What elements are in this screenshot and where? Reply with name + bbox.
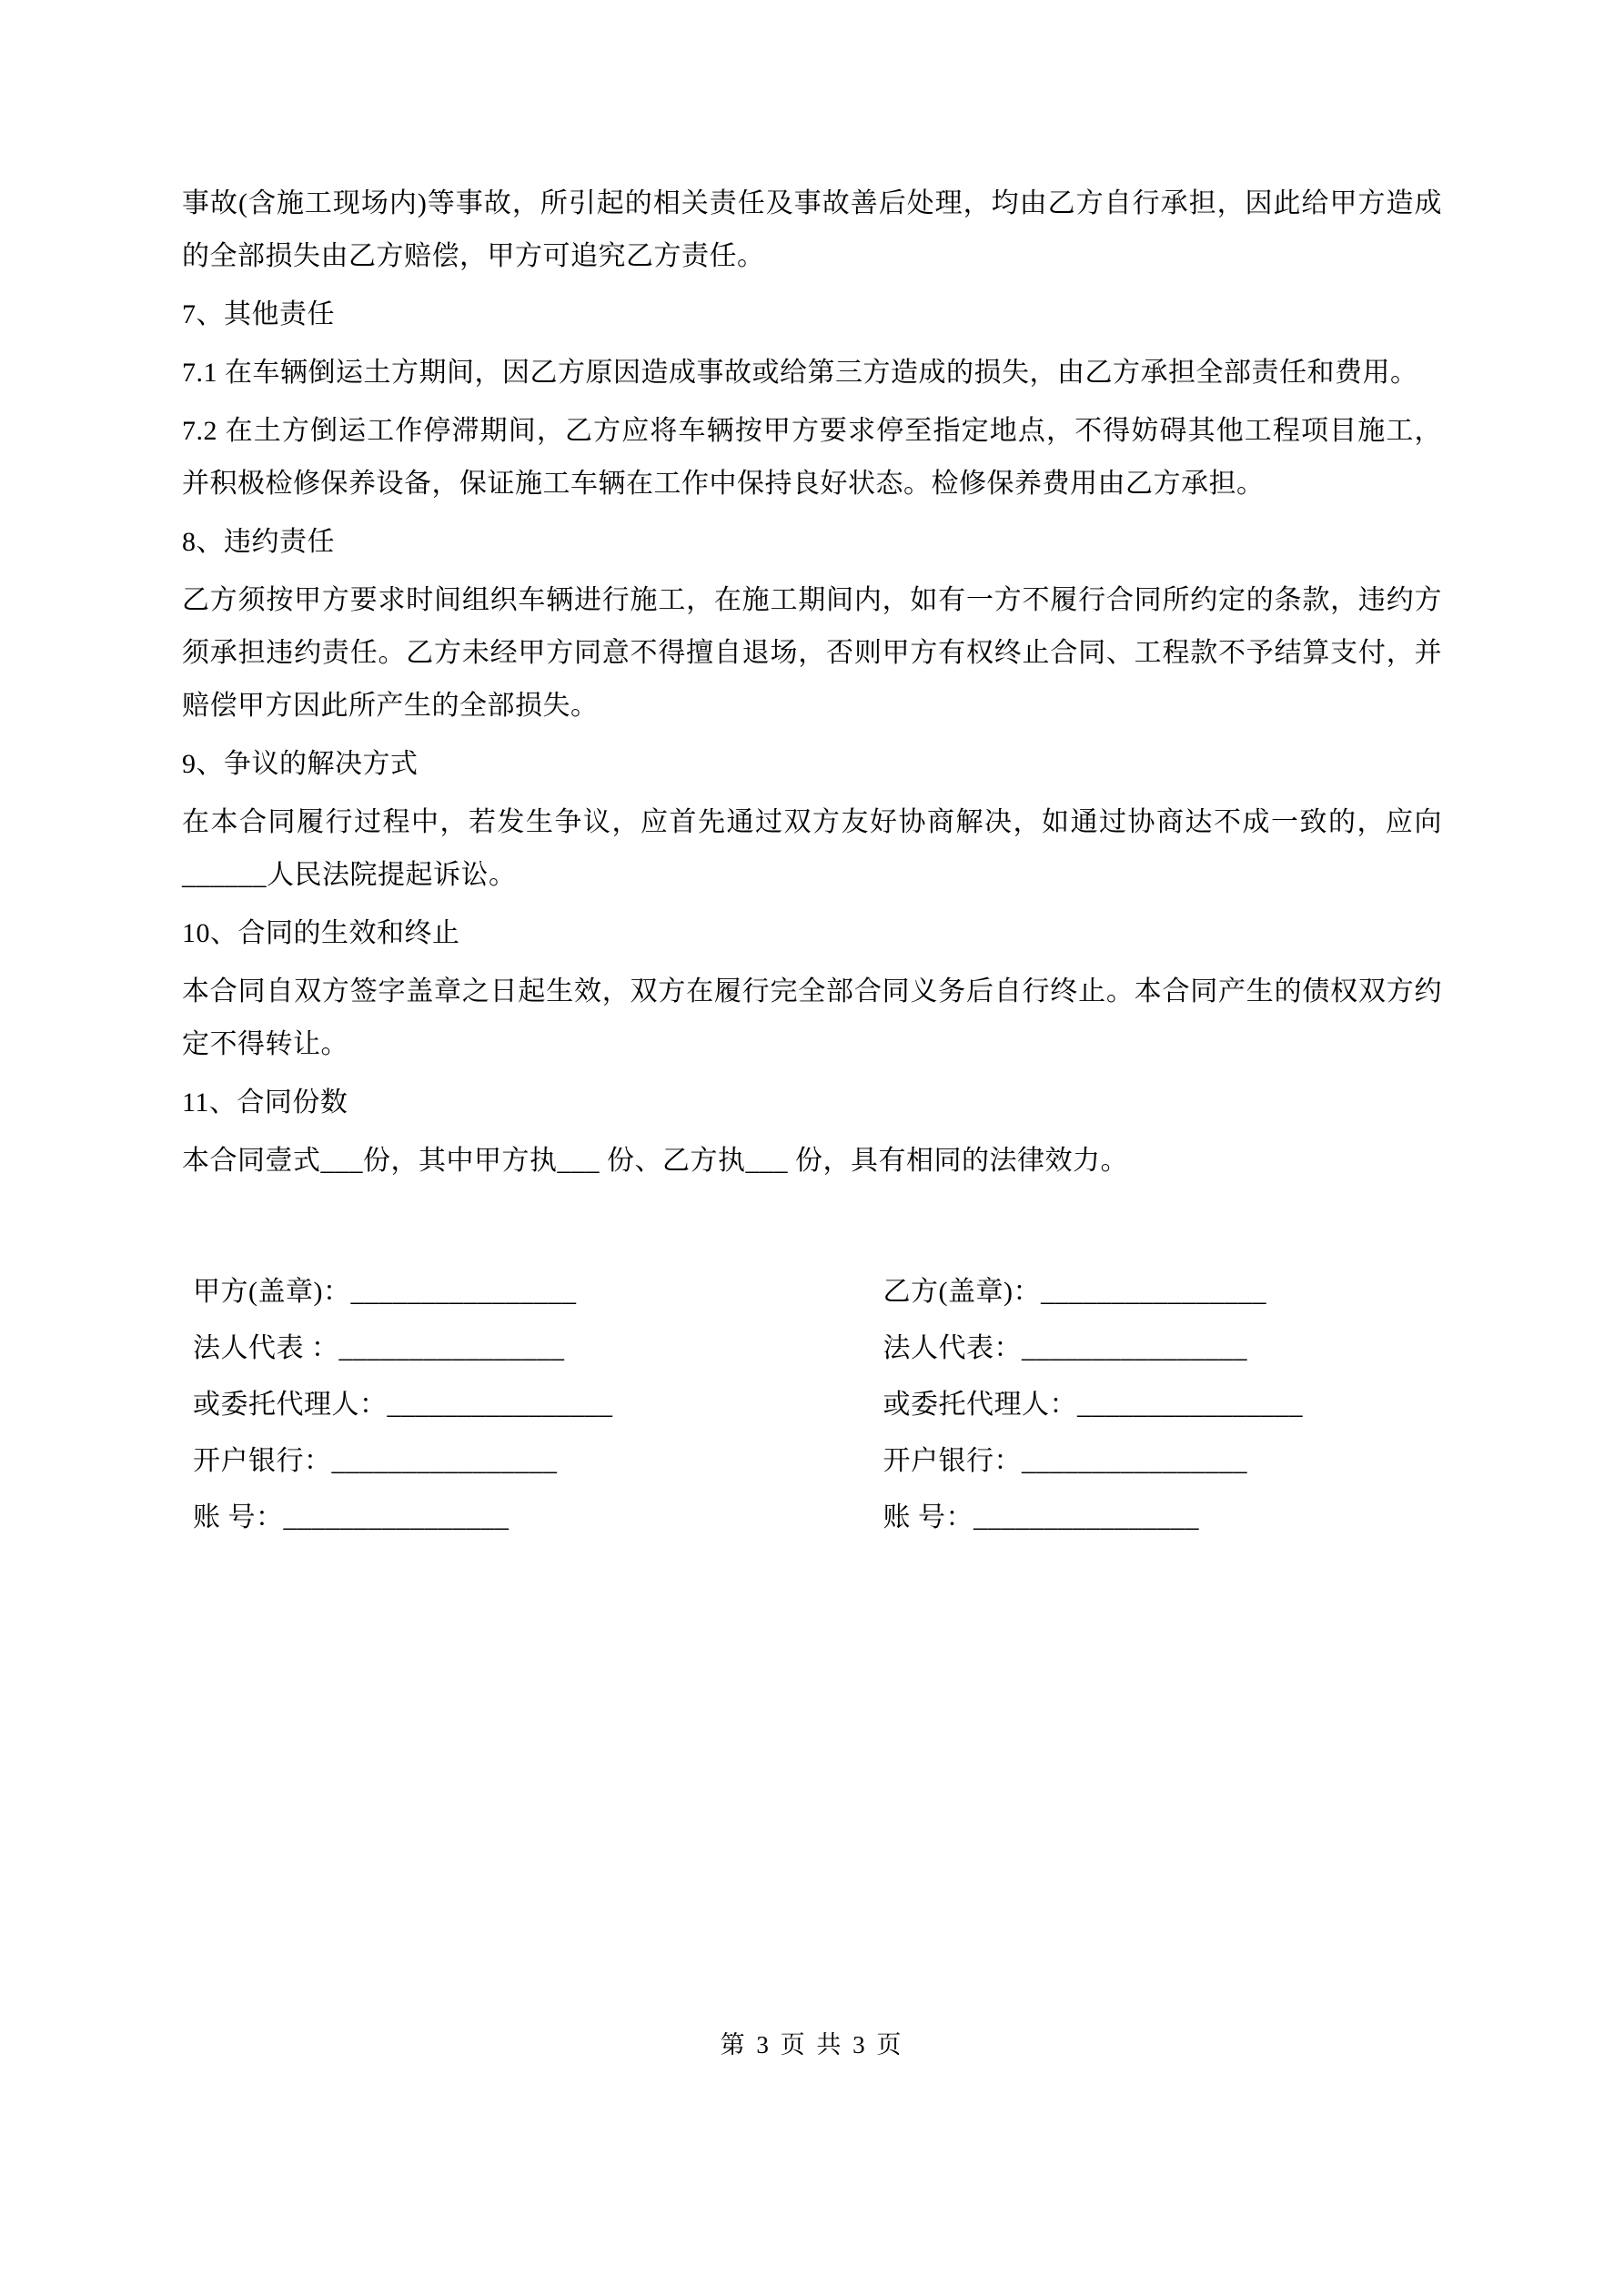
party-a-seal-line: 甲方(盖章)：________________	[193, 1277, 577, 1307]
party-a-agent-line: 或委托代理人：________________	[193, 1390, 613, 1420]
heading-10-effect-termination: 10、合同的生效和终止	[182, 918, 460, 948]
party-b-agent-line: 或委托代理人：________________	[883, 1390, 1303, 1420]
document-body	[182, 177, 1442, 1546]
para-8-body: 乙方须按甲方要求时间组织车辆进行施工，在施工期间内，如有一方不履行合同所约定的条款，违约方须承担违约责任。乙方未经甲方同意不得擅自退场，否则甲方有权终止合同、工程款不予结算支付，并赔偿甲方因此所产生的全部损失。	[182, 585, 1442, 721]
page-footer: 第 3 页 共 3 页	[720, 2031, 904, 2058]
para-10-body: 本合同自双方签字盖章之日起生效，双方在履行完全部合同义务后自行终止。本合同产生的债权双方约定不得转让。	[182, 976, 1442, 1059]
party-a-legal-rep-line: 法人代表 ：________________	[193, 1333, 565, 1363]
heading-11-copies: 11、合同份数	[182, 1087, 348, 1118]
signature-block	[182, 1264, 1442, 1546]
signature-party-b	[812, 1264, 1443, 1546]
heading-9-dispute-resolution: 9、争议的解决方式	[182, 749, 419, 779]
party-b-bank-line: 开户银行：________________	[883, 1446, 1247, 1476]
party-a-account-line: 账 号：________________	[193, 1502, 509, 1532]
party-b-legal-rep-line: 法人代表：________________	[883, 1333, 1247, 1363]
para-accident-liability: 事故(含施工现场内)等事故，所引起的相关责任及事故善后处理，均由乙方自行承担，因此给甲方造成的全部损失由乙方赔偿，甲方可追究乙方责任。	[182, 188, 1442, 271]
para-7-2: 7.2 在土方倒运工作停滞期间，乙方应将车辆按甲方要求停至指定地点，不得妨碍其他工程项目施工，并积极检修保养设备，保证施工车辆在工作中保持良好状态。检修保养费用由乙方承担。	[182, 416, 1442, 499]
heading-7-other-liability: 7、其他责任	[182, 299, 335, 329]
para-7-1: 7.1 在车辆倒运土方期间，因乙方原因造成事故或给第三方造成的损失，由乙方承担全部责任和费用。	[182, 358, 1418, 388]
party-b-account-line: 账 号：________________	[883, 1502, 1199, 1532]
heading-8-breach-liability: 8、违约责任	[182, 527, 335, 557]
para-11-body: 本合同壹式___份，其中甲方执___ 份、乙方执___ 份，具有相同的法律效力。	[182, 1146, 1128, 1176]
signature-party-a	[182, 1264, 812, 1546]
para-9-body: 在本合同履行过程中，若发生争议，应首先通过双方友好协商解决，如通过协商达不成一致的，应向______人民法院提起诉讼。	[182, 807, 1442, 890]
party-a-bank-line: 开户银行：________________	[193, 1446, 558, 1476]
party-b-seal-line: 乙方(盖章)：________________	[883, 1277, 1266, 1307]
